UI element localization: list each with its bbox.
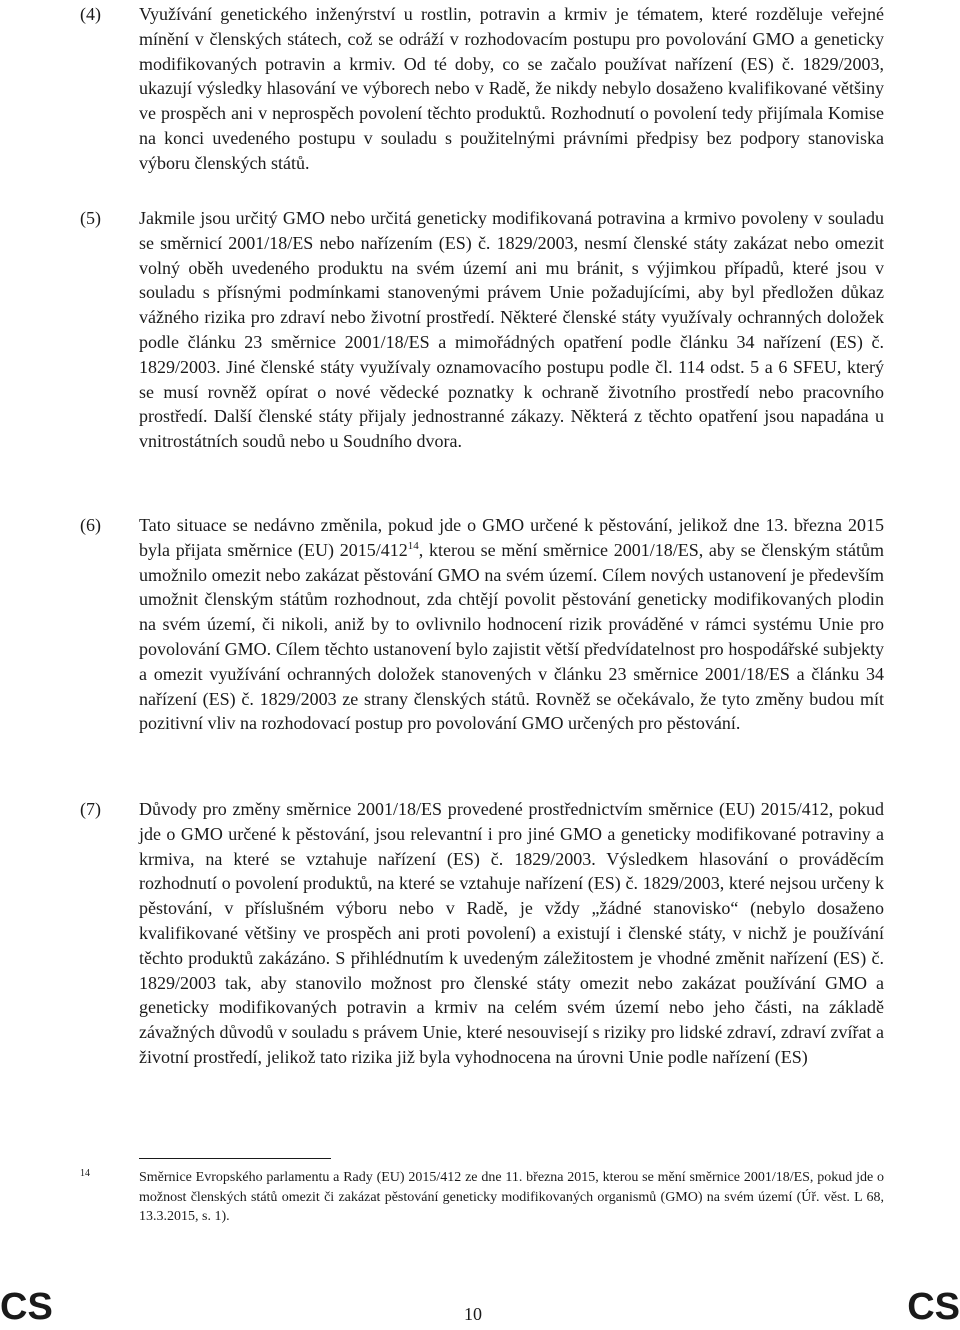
paragraph-5 xyxy=(0,206,884,454)
footnote-text: Směrnice Evropského parlamentu a Rady (EU) 2015/412 ze dne 11. března 2015, kterou se mění směrnice 2001/18/ES, pokud jde o možnost členských států omezit či zakázat pěstování geneticky modifikovaných organismů (GMO) na svém území (Úř. věst. L 68, 13.3.2015, s. 1). xyxy=(139,1170,884,1224)
paragraph-text-part: Tato situace se nedávno změnila, pokud jde o GMO určené k pěstování, jelikož dne 13. března 2015 byla přijata směrnice (EU) 2015/412 xyxy=(139,515,884,560)
paragraph-number: (4) xyxy=(80,4,101,24)
paragraph-number: (5) xyxy=(80,208,101,228)
paragraph-6 xyxy=(0,513,884,736)
paragraph-number: (7) xyxy=(80,799,101,819)
footnote-separator xyxy=(139,1158,331,1159)
paragraph-text-part: , kterou se mění směrnice 2001/18/ES, aby se členským státům umožnilo omezit nebo zakázat pěstování GMO na svém území. Cílem nových ustanovení je především umožnit členským státům rozhodnout, zda chtějí povolit pěstování geneticky modifikovaných plodin na svém území, či nikoli, aniž by to ovlivnilo hodnocení rizik prováděné v rámci systému Unie pro povolování GMO. Cílem těchto ustanovení bylo zajistit větší předvídatelnost pro hospodářské subjekty a omezit využívání ochranných doložek stanovených v článku 23 směrnice 2001/18/ES a článku 34 nařízení (ES) č. 1829/2003 ze strany členských států. Rovněž se očekávalo, že tyto změny budou mít pozitivní vliv na rozhodovací postup pro povolování GMO určených pro pěstování. xyxy=(139,539,885,734)
paragraph-text: Využívání genetického inženýrství u rostlin, potravin a krmiv je tématem, které rozděluje veřejné mínění v členských státech, což se odráží v rozhodovacím postupu pro povolování GMO a geneticky modifikovaných potravin a krmiv. Od té doby, co se začalo používat nařízení (ES) č. 1829/2003, ukazují výsledky hlasování ve výborech nebo v Radě, že nikdy nebylo dosaženo kvalifikované většiny ve prospěch ani v neprospěch povolení těchto produktů. Rozhodnutí o povolení tedy přijímala Komise na konci uvedeného postupu v souladu s použitelnými právními předpisy bez podpory stanoviska výboru členských států. xyxy=(139,4,884,173)
footnote-number: 14 xyxy=(80,1168,90,1179)
paragraph-number: (6) xyxy=(80,515,101,535)
footnote xyxy=(0,1168,960,1227)
page-footer xyxy=(0,1284,960,1330)
paragraph-text: Jakmile jsou určitý GMO nebo určitá geneticky modifikovaná potravina a krmivo povoleny v souladu se směrnicí 2001/18/ES nebo nařízením (ES) č. 1829/2003, nesmí členské státy zakázat nebo omezit volný oběh uvedeného produktu na svém území ani mu bránit, s výjimkou případů, které jsou v souladu s přísnými podmínkami stanovenými právem Unie požadujícími, aby byl předložen důkaz vážného rizika pro zdraví nebo životní prostředí. Některé členské státy využívaly ochranných doložek podle článku 23 směrnice 2001/18/ES a mimořádných opatření podle článku 34 nařízení (ES) č. 1829/2003. Jiné členské státy využívaly oznamovacího postupu podle čl. 114 odst. 5 a 6 SFEU, který se musí rovněž opírat o nové vědecké poznatky k ochraně životního prostředí nebo pracovního prostředí. Další členské státy přijaly jednostranné zákazy. Některá z těchto opatření jsou napadána u vnitrostátních soudů nebo u Soudního dvora. xyxy=(139,208,884,452)
language-code-left: CS xyxy=(0,1286,53,1328)
page-number: 10 xyxy=(464,1304,482,1324)
paragraph-4 xyxy=(0,2,884,176)
paragraph-text xyxy=(139,513,884,736)
footnote-reference[interactable]: 14 xyxy=(407,539,419,552)
paragraph-7 xyxy=(0,797,884,1070)
language-code-right: CS xyxy=(907,1286,960,1328)
paragraph-text: Důvody pro změny směrnice 2001/18/ES provedené prostřednictvím směrnice (EU) 2015/412, pokud jde o GMO určené k pěstování, jsou relevantní i pro jiné GMO a geneticky modifikované potraviny a krmiva, na které se vztahuje nařízení (ES) č. 1829/2003. Výsledkem hlasování o prováděcím rozhodnutí o povolení produktů, na které se vztahuje nařízení (ES) č. 1829/2003, které nejsou určeny k pěstování, v příslušném výboru nebo v Radě, je vždy „žádné stanovisko“ (nebylo dosaženo kvalifikované většiny ve prospěch ani proti povolení) a existují i členské státy, v nichž je používání těchto produktů zakázáno. S přihlédnutím k uvedeným záležitostem je vhodné změnit nařízení (ES) č. 1829/2003 tak, aby stanovilo možnost pro členské státy omezit nebo zakázat používání GMO a geneticky modifikovaných potravin a krmiv na celém svém území nebo jeho části, na základě závažných důvodů v souladu s právem Unie, které nesouvisejí s riziky pro lidské zdraví, zdraví zvířat a životní prostředí, jelikož tato rizika již byla vyhodnocena na úrovni Unie podle nařízení (ES) xyxy=(139,799,884,1067)
